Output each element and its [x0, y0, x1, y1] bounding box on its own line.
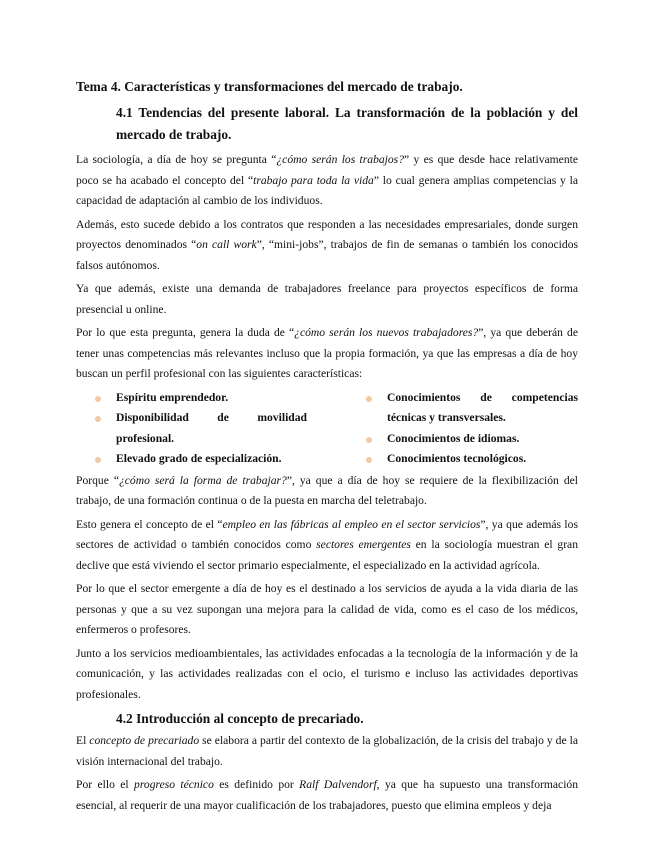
paragraph-2: Además, esto sucede debido a los contratos que responden a las necesidades empresariales, donde surgen proyectos denominados “on call work”, “mini-jobs”, trabajos de fin de semanas o también los conocidos falsos autónomos. [76, 217, 578, 272]
section-2-title: 4.2 Introducción al concepto de precariado. [116, 711, 364, 726]
paragraph-1: La sociología, a día de hoy se pregunta “¿cómo serán los trabajos?” y es que desde hace relativamente poco se ha acabado el concepto del “trabajo para toda la vida” lo cual genera amplias competencias y la capacidad de adaptación al cambio de los individuos. [76, 153, 578, 207]
paragraph-3: Ya que además, existe una demanda de trabajadores freelance para proyectos específicos de forma presencial u online. [76, 282, 578, 316]
bullet-column-right [347, 388, 578, 470]
bullet-icon [95, 416, 101, 422]
paragraph-9: El concepto de precariado se elabora a partir del contexto de la globalización, de la crisis del trabajo y de la visión internacional del trabajo. [76, 734, 578, 768]
paragraph-7: Por lo que el sector emergente a día de hoy es el destinado a los servicios de ayuda a la vida diaria de las personas y que a su vez supongan una mejora para la calidad de vida, como es el caso de los médicos, enfermeros o profesores. [76, 582, 578, 636]
bullet-icon [95, 457, 101, 463]
paragraph-8: Junto a los servicios medioambientales, las actividades enfocadas a la tecnología de la información y de la comunicación, y las actividades realizadas con el ocio, el turismo e incluso las actividades deportivas profesionales. [76, 646, 578, 701]
characteristics-list [76, 388, 578, 470]
paragraph-10: Por ello el progreso técnico es definido por Ralf Dalvendorf, ya que ha supuesto una transformación esencial, al requerir de una mayor cualificación de los trabajadores, puesto que elimina empleos y deja [76, 778, 579, 812]
section-1-title: 4.1 Tendencias del presente laboral. La transformación de la población y del mercado de trabajo. [116, 105, 578, 142]
document-heading: Tema 4. Características y transformaciones del mercado de trabajo. [76, 79, 463, 94]
document-page [76, 78, 578, 819]
bullet-column-left [76, 388, 347, 470]
list-item: Conocimientos de competencias técnicas y transversales. [347, 388, 578, 429]
bullet-icon [366, 437, 372, 443]
bullet-icon [95, 396, 101, 402]
bullet-icon [366, 396, 372, 402]
list-item: Disponibilidad de movilidad profesional. [76, 408, 307, 449]
paragraph-5: Porque “¿cómo será la forma de trabajar?”, ya que a día de hoy se requiere de la flexibilización del trabajo, de una formación continua o de la puesta en marcha del teletrabajo. [76, 473, 578, 507]
list-item: Espíritu emprendedor. [76, 388, 307, 409]
paragraph-4: Por lo que esta pregunta, genera la duda de “¿cómo serán los nuevos trabajadores?”, ya que deberán de tener unas competencias más relevantes incluso que la propia formación, ya que las empresas a día de hoy buscan un perfil profesional con las siguientes características: [76, 326, 578, 380]
list-item: Conocimientos de idiomas. [347, 429, 578, 450]
list-item: Elevado grado de especialización. [76, 449, 307, 470]
paragraph-6: Esto genera el concepto de el “empleo en las fábricas al empleo en el sector servicios”, ya que además los sectores de actividad o también conocidos como sectores emergentes en la sociología muestran el gran declive que está viviendo el sector primario especialmente, el especializado en la actividad agrícola. [76, 517, 578, 572]
bullet-icon [366, 457, 372, 463]
list-item: Conocimientos tecnológicos. [347, 449, 578, 470]
